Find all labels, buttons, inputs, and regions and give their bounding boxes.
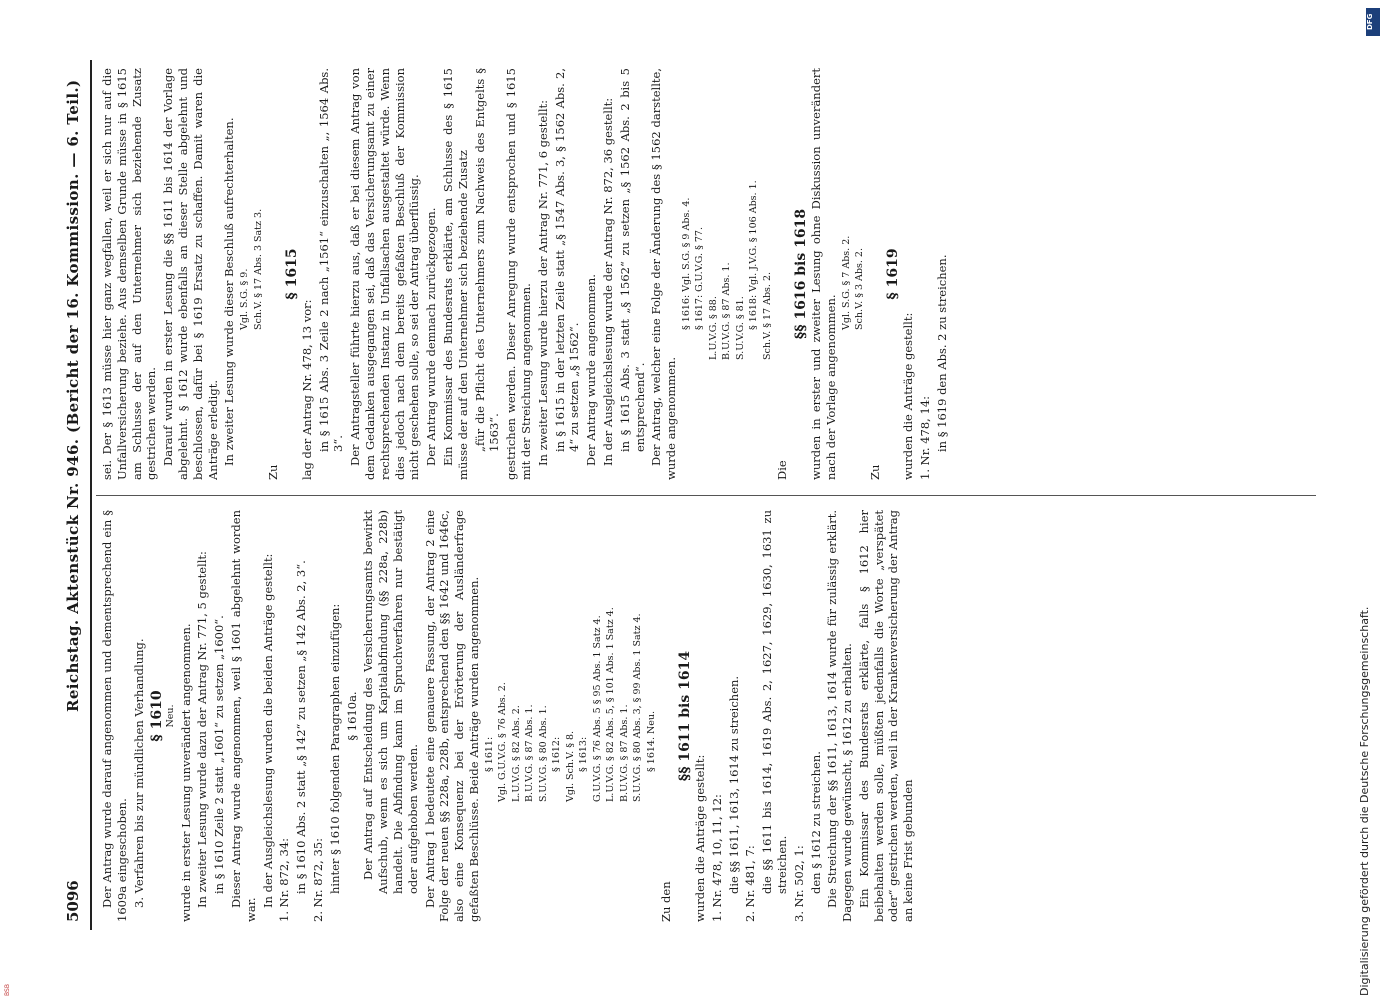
right-column-paragraph: B.U.V.G. § 87 Abs. 1.: [721, 262, 733, 360]
right-column-paragraph: Zu: [867, 464, 882, 480]
left-column-paragraph: § 1613:: [578, 736, 590, 772]
right-column: [100, 68, 1315, 480]
digitization-credit: Digitalisierung gefördert durch die Deutsche Forschungsgemeinschaft.: [1358, 606, 1371, 996]
right-column-paragraph: Der Antrag wurde angenommen.: [584, 274, 599, 466]
right-column-paragraph: Ein Kommissar des Bundesrats erklärte, am Schlusse des § 1615 müsse der auf den Unternehmer sich beziehende Zusatz: [440, 68, 470, 480]
page-header: [64, 60, 86, 922]
right-column-paragraph: Der Antragsteller führte hierzu aus, daß er bei diesem Antrag von dem Gedanken ausgegangen sei, daß das Versicherungsamt zu einer rechtsprechenden Instanz in Unfallsachen ausgestaltet würde. Wenn dies jedoch nach dem bereits gefaßten Beschluß der Kommission nicht geschehen solle, so sei der Antrag überflüssig.: [348, 68, 422, 480]
right-column-paragraph: sei. Der § 1613 müsse hier ganz wegfallen, weil er sich nur auf die Unfallversicherung beziehe. Aus demselben Grunde müsse in § 1615 am Schlusse der auf den Unternehmer sich beziehende Zusatz gestrichen werden.: [100, 68, 159, 480]
right-column-paragraph: in § 1615 in der letzten Zeile statt „§ 1547 Abs. 3, § 1562 Abs. 2, 4“ zu setzen „§ 1562“.: [552, 68, 582, 452]
right-column-paragraph: gestrichen werden. Dieser Anregung wurde entsprochen und § 1615 mit der Streichung angenommen.: [504, 68, 533, 480]
left-column-paragraph: § 1610a.: [344, 691, 359, 741]
right-column-paragraph: S.U.V.G. § 81.: [734, 296, 746, 360]
left-column-paragraph: den § 1612 zu streichen.: [808, 751, 823, 894]
right-column-paragraph: Sch.V. § 17 Abs. 2.: [761, 271, 773, 360]
left-column-paragraph: § 1611:: [483, 736, 495, 772]
right-column-paragraph: 1. Nr. 478, 14:: [917, 395, 932, 480]
left-column-paragraph: Neu.: [165, 704, 177, 728]
right-column-paragraph: Sch.V. § 3 Abs. 2.: [854, 248, 866, 330]
left-column-paragraph: Der Antrag wurde darauf angenommen und dementsprechend ein § 1609a eingeschoben.: [100, 510, 129, 922]
right-column-paragraph: lag der Antrag Nr. 478, 13 vor:: [299, 299, 314, 480]
right-column-paragraph: § 1618: Vgl. J.V.G. § 106 Abs. 1.: [748, 180, 760, 330]
right-column-paragraph: Sch.V. § 17 Abs. 3 Satz 3.: [252, 208, 264, 330]
left-column-paragraph: wurden die Anträge gestellt:: [692, 754, 707, 922]
right-column-paragraph: in § 1615 Abs. 3 Zeile 2 nach „1561“ einzuschalten „, 1564 Abs. 3“.: [316, 68, 346, 452]
left-column-paragraph: 3. Nr. 502, 1:: [791, 845, 806, 922]
left-column-paragraph: Ein Kommissar des Bundesrats erklärte, falls § 1612 hier beibehalten werden solle, müßten jedenfalls die Worte „verspätet oder“ gestrichen werden, weil in der Krankenversicherung der Antrag an keine Frist gebunden: [856, 510, 916, 922]
left-column-paragraph: In zweiter Lesung wurde dazu der Antrag Nr. 771, 5 gestellt:: [195, 551, 210, 908]
left-column-paragraph: 2. Nr. 872, 35:: [311, 837, 326, 922]
page-title: Reichstag. Aktenstück Nr. 946. (Bericht der 16. Kommission. — 6. Teil.): [64, 79, 82, 712]
bsb-watermark: BSB: [4, 984, 11, 996]
right-column-paragraph: wurden in erster und zweiter Lesung ohne Diskussion unverändert nach der Vorlage angenommen.: [808, 68, 838, 480]
right-column-paragraph: Der Antrag, welcher eine Folge der Änderung des § 1562 darstellte, wurde angenommen.: [649, 68, 679, 480]
left-column-paragraph: § 1614. Neu.: [645, 710, 657, 772]
left-column-paragraph: wurde in erster Lesung unverändert angenommen.: [178, 623, 193, 922]
left-column-paragraph: In der Ausgleichslesung wurden die beiden Anträge gestellt:: [260, 553, 275, 908]
left-column-paragraph: §§ 1611 bis 1614: [677, 650, 694, 782]
left-column-paragraph: 1. Nr. 872, 34:: [277, 837, 292, 922]
right-column-paragraph: in § 1619 den Abs. 2 zu streichen.: [934, 254, 949, 452]
left-column-paragraph: S.U.V.G. § 80 Abs. 3, § 99 Abs. 1 Satz 4.: [632, 613, 644, 802]
right-column-paragraph: Die: [775, 460, 790, 480]
right-column-paragraph: § 1616: Vgl. S.G. § 9 Abs. 4.: [680, 197, 692, 330]
right-column-paragraph: § 1619: [885, 248, 902, 300]
left-column-paragraph: G.U.V.G. § 76 Abs. 5 § 95 Abs. 1 Satz 4.: [591, 615, 603, 802]
right-column-paragraph: Darauf wurden in erster Lesung die §§ 1611 bis 1614 der Vorlage abgelehnt. § 1612 wurde ebenfalls an dieser Stelle abgelehnt und beschlossen, dafür bei § 1619 Ersatz zu schaffen. Damit waren die Anträge erledigt.: [161, 68, 220, 480]
left-column-paragraph: Vgl. Sch.V. § 8.: [564, 730, 576, 802]
right-column-paragraph: In der Ausgleichslesung wurde der Antrag Nr. 872, 36 gestellt:: [600, 97, 615, 466]
right-column-paragraph: In zweiter Lesung wurde hierzu der Antrag Nr. 771, 6 gestellt:: [535, 99, 550, 466]
left-column-paragraph: die §§ 1611 bis 1614, 1619 Abs. 2, 1627, 1629, 1630, 1631 zu streichen.: [760, 510, 789, 894]
left-column-paragraph: § 1610: [149, 690, 166, 742]
left-column-paragraph: § 1612:: [551, 736, 563, 772]
left-column-paragraph: die §§ 1611, 1613, 1614 zu streichen.: [726, 675, 741, 894]
left-column-paragraph: Der Antrag 1 bedeutete eine genauere Fassung, der Antrag 2 eine Folge der neuen §§ 228a, 228b, entsprechend den §§ 1642 und 1646c, also eine Konsequenz bei der Erörterung der Ausländerfrage gefaßten Beschlüsse. Beide Anträge wurden angenommen.: [422, 510, 482, 922]
right-column-paragraph: wurden die Anträge gestellt:: [901, 312, 916, 480]
left-column-paragraph: 1. Nr. 478, 10, 11, 12:: [709, 794, 724, 922]
left-column: [100, 510, 1315, 922]
right-column-paragraph: Vgl. S.G. § 7 Abs. 2.: [840, 235, 852, 330]
left-column-paragraph: hinter § 1610 folgenden Paragraphen einzufügen:: [327, 603, 342, 894]
right-column-paragraph: § 1617: G.U.V.G. § 77.: [694, 227, 706, 330]
left-column-paragraph: B.U.V.G. § 87 Abs. 1.: [524, 704, 536, 802]
left-column-paragraph: Der Antrag auf Entscheidung des Versicherungsamts bewirkt Aufschub, wenn es sich um Kapitalabfindung (§§ 228a, 228b) handelt. Die Abfindung kann im Spruchverfahren nur bestätigt oder aufgehoben werden.: [361, 510, 420, 894]
left-column-paragraph: in § 1610 Abs. 2 statt „§ 142“ zu setzen „§ 142 Abs. 2, 3“.: [294, 560, 309, 894]
left-column-paragraph: Die Streichung der §§ 1611, 1613, 1614 wurde für zulässig erklärt. Dagegen wurde gewünscht, § 1612 zu erhalten.: [825, 510, 855, 922]
document-page: [60, 60, 1330, 930]
right-column-paragraph: Der Antrag wurde demnach zurückgezogen.: [424, 207, 439, 466]
right-column-paragraph: L.U.V.G. § 88.: [707, 296, 719, 360]
left-column-paragraph: Vgl. G.U.V.G. § 76 Abs. 2.: [497, 682, 509, 802]
left-column-paragraph: S.U.V.G. § 80 Abs. 1.: [537, 705, 549, 802]
left-column-paragraph: Dieser Antrag wurde angenommen, weil § 1601 abgelehnt worden war.: [229, 510, 258, 922]
right-column-paragraph: Vgl. S.G. § 9.: [239, 268, 251, 330]
right-column-paragraph: in § 1615 Abs. 3 statt „§ 1562“ zu setzen „§ 1562 Abs. 2 bis 5 entsprechend“.: [617, 68, 647, 452]
left-column-paragraph: L.U.V.G. § 82 Abs. 2.: [510, 705, 522, 802]
page-number: 5096: [64, 880, 82, 922]
right-column-paragraph: § 1615: [283, 248, 300, 300]
right-column-paragraph: „für die Pflicht des Unternehmers zum Nachweis des Entgelts § 1563“.: [472, 68, 502, 452]
left-column-paragraph: B.U.V.G. § 87 Abs. 1.: [618, 704, 630, 802]
left-column-paragraph: Zu den: [659, 881, 674, 922]
left-column-paragraph: L.U.V.G. § 82 Abs. 5, § 101 Abs. 1 Satz 4.: [605, 607, 617, 802]
column-divider: [96, 495, 1316, 496]
right-column-paragraph: In zweiter Lesung wurde dieser Beschluß aufrechterhalten.: [222, 117, 237, 466]
left-column-paragraph: in § 1610 Zeile 2 statt „1601“ zu setzen „1600“.: [212, 615, 227, 894]
dfg-logo: DFG: [1366, 8, 1380, 36]
left-column-paragraph: 2. Nr. 481, 7:: [743, 845, 758, 922]
right-column-paragraph: Zu: [266, 464, 281, 480]
left-column-paragraph: 3. Verfahren bis zur mündlichen Verhandlung.: [131, 638, 146, 908]
right-column-paragraph: §§ 1616 bis 1618: [793, 208, 810, 340]
header-rule: [90, 60, 92, 930]
